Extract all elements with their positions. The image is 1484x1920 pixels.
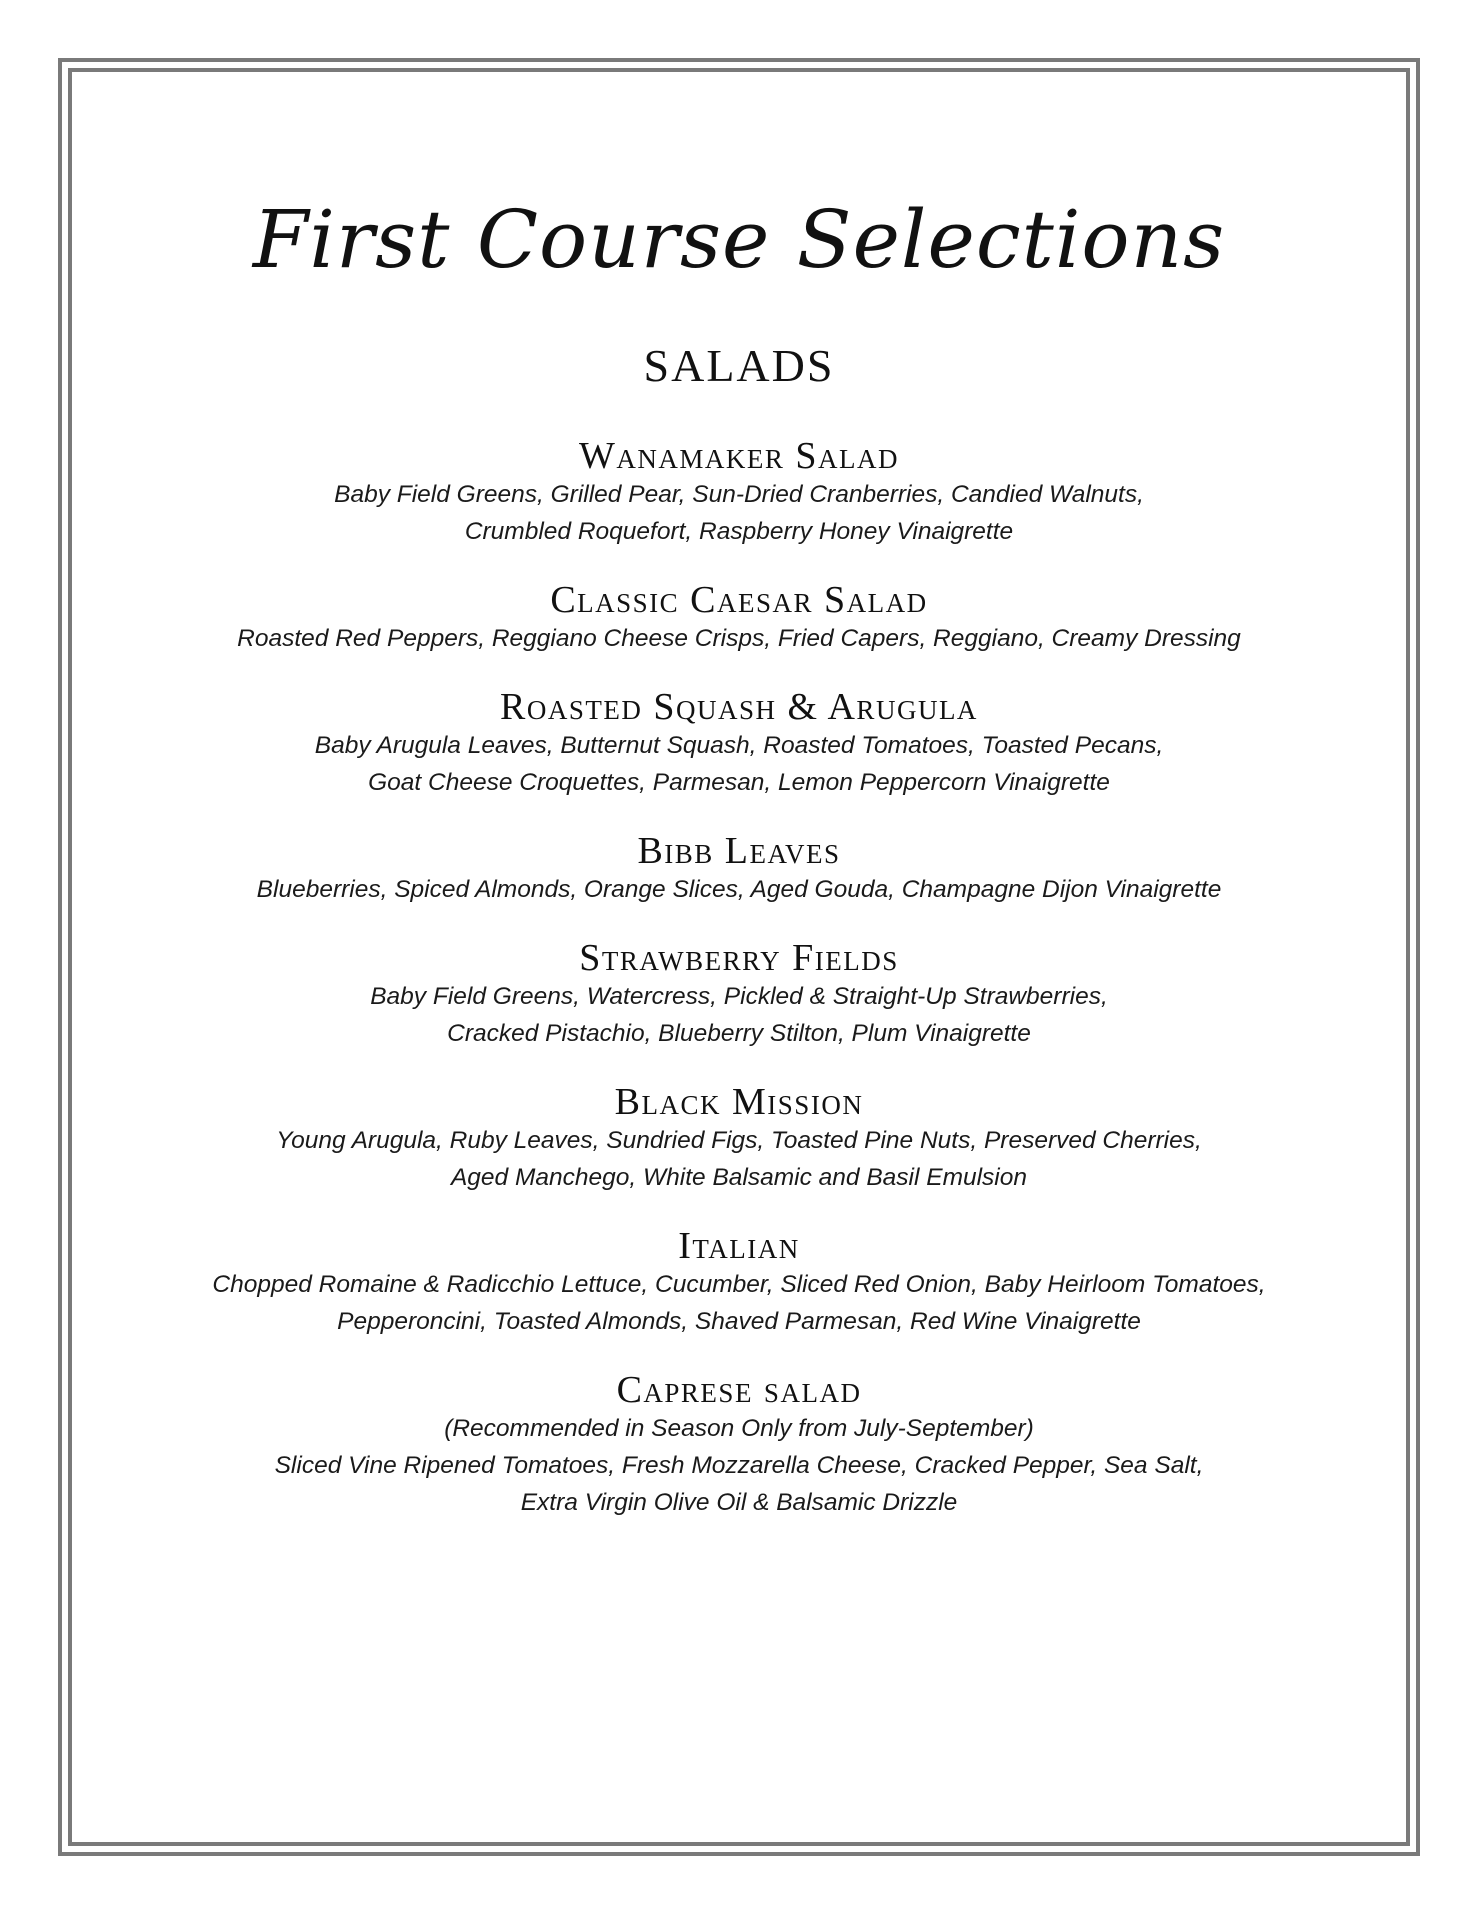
item-name: Black Mission — [614, 1081, 864, 1123]
menu-item — [72, 831, 1406, 908]
menu-item — [72, 580, 1406, 657]
section-title: SALADS — [643, 340, 835, 391]
item-description-line: Cracked Pistachio, Blueberry Stilton, Plum Vinaigrette — [447, 1020, 1031, 1047]
menu-item — [72, 687, 1406, 801]
item-name: Strawberry Fields — [579, 937, 899, 979]
item-description-line: Crumbled Roquefort, Raspberry Honey Vinaigrette — [464, 518, 1014, 545]
menu-items — [72, 436, 1406, 1521]
menu-item — [72, 1370, 1406, 1521]
item-name: Classic Caesar Salad — [550, 579, 928, 621]
item-name: Italian — [678, 1225, 800, 1267]
menu-item — [72, 1226, 1406, 1340]
item-description-line: Roasted Red Peppers, Reggiano Cheese Crisps, Fried Capers, Reggiano, Creamy Dressing — [237, 625, 1241, 652]
menu-item — [72, 1082, 1406, 1196]
item-description-line: Baby Arugula Leaves, Butternut Squash, Roasted Tomatoes, Toasted Pecans, — [314, 732, 1164, 759]
item-description-line: Chopped Romaine & Radicchio Lettuce, Cucumber, Sliced Red Onion, Baby Heirloom Tomatoes, — [212, 1271, 1266, 1298]
item-name: Wanamaker Salad — [579, 435, 899, 477]
item-description-line: Aged Manchego, White Balsamic and Basil Emulsion — [450, 1164, 1028, 1191]
menu-title: First Course Selections — [252, 193, 1226, 286]
item-note: (Recommended in Season Only from July-September) — [444, 1415, 1034, 1442]
item-name: Bibb Leaves — [637, 830, 841, 872]
item-name: Roasted Squash & Arugula — [500, 686, 978, 728]
item-description-line: Blueberries, Spiced Almonds, Orange Slices, Aged Gouda, Champagne Dijon Vinaigrette — [256, 876, 1222, 903]
menu-item — [72, 938, 1406, 1052]
item-name: Caprese salad — [616, 1369, 862, 1411]
item-description-line: Extra Virgin Olive Oil & Balsamic Drizzle — [520, 1489, 958, 1516]
item-description-line: Sliced Vine Ripened Tomatoes, Fresh Mozzarella Cheese, Cracked Pepper, Sea Salt, — [274, 1452, 1204, 1479]
item-description-line: Pepperoncini, Toasted Almonds, Shaved Parmesan, Red Wine Vinaigrette — [337, 1308, 1141, 1335]
menu-item — [72, 436, 1406, 550]
item-description-line: Baby Field Greens, Watercress, Pickled & Straight-Up Strawberries, — [370, 983, 1108, 1010]
menu-content — [72, 72, 1406, 1551]
item-description-line: Young Arugula, Ruby Leaves, Sundried Figs, Toasted Pine Nuts, Preserved Cherries, — [276, 1127, 1202, 1154]
item-description-line: Goat Cheese Croquettes, Parmesan, Lemon Peppercorn Vinaigrette — [368, 769, 1110, 796]
item-description-line: Baby Field Greens, Grilled Pear, Sun-Dried Cranberries, Candied Walnuts, — [334, 481, 1144, 508]
